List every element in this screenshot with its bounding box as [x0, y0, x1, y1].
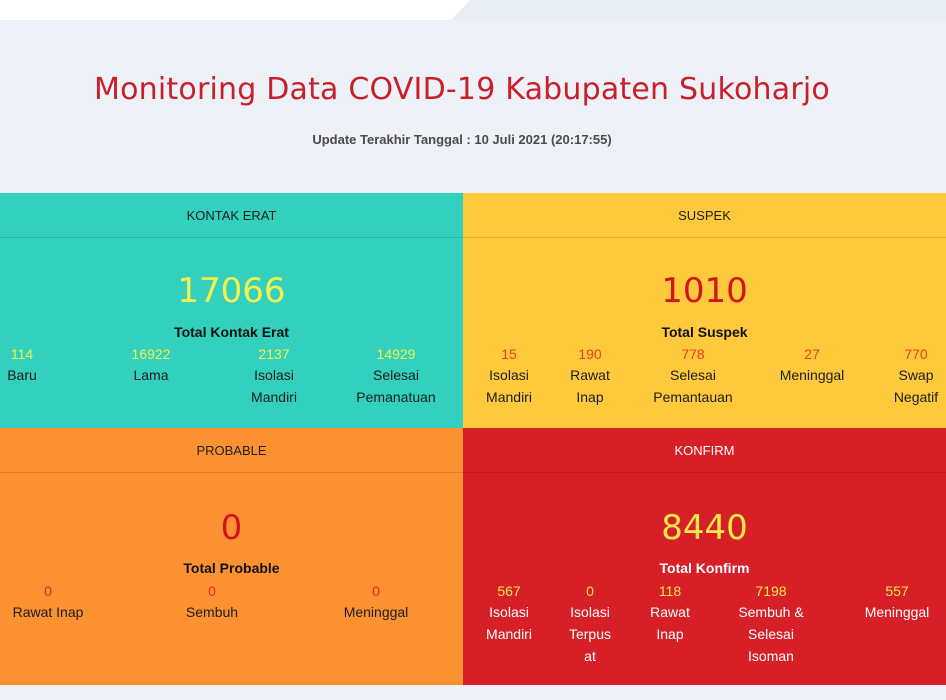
kontak-erat-stat-lama — [120, 344, 182, 386]
probable-total-label: Total Probable — [183, 560, 280, 576]
suspek-panel — [463, 193, 946, 428]
suspek-stat-swap-negatif — [886, 344, 946, 408]
kontak-erat-total-value: 17066 — [177, 271, 286, 311]
konfirm-stat-isolasi-mandiri — [477, 581, 541, 645]
page-title: Monitoring Data COVID-19 Kabupaten Sukoharjo — [94, 72, 830, 107]
stat-value: 14929 — [376, 346, 416, 362]
konfirm-stat-sembuh-selesai-isoman — [729, 581, 813, 667]
stat-value: 2137 — [258, 346, 290, 362]
stat-label: Meninggal — [343, 604, 409, 620]
stat-label: Rawat Inap — [12, 604, 84, 620]
stat-value: 770 — [904, 346, 928, 362]
stat-label: Rawat Inap — [570, 367, 610, 405]
stat-label: Isolasi Mandiri — [251, 367, 297, 405]
stat-value: 567 — [497, 583, 521, 599]
stat-label: Baru — [7, 367, 37, 383]
kontak-erat-stat-baru — [0, 344, 44, 386]
suspek-heading: SUSPEK — [463, 193, 946, 238]
stat-label: Sembuh — [185, 604, 239, 620]
konfirm-total-label: Total Konfirm — [659, 560, 750, 576]
stat-label: Lama — [133, 367, 169, 383]
konfirm-stat-isolasi-terpusat — [561, 581, 619, 667]
kontak-erat-stat-selesai-pemantauan — [348, 344, 444, 408]
kontak-erat-heading: KONTAK ERAT — [0, 193, 463, 238]
suspek-stat-rawat-inap — [561, 344, 619, 408]
suspek-total-value: 1010 — [661, 271, 748, 311]
stat-value: 27 — [804, 346, 820, 362]
bottom-strip — [0, 685, 946, 700]
stat-value: 7198 — [755, 583, 787, 599]
stat-value: 557 — [885, 583, 909, 599]
probable-total-value: 0 — [220, 508, 243, 548]
konfirm-total-value: 8440 — [661, 508, 748, 548]
stat-value: 114 — [10, 346, 34, 362]
stat-label: Sembuh & Selesai Isoman — [738, 604, 804, 664]
probable-heading: PROBABLE — [0, 428, 463, 473]
stat-label: Isolasi Mandiri — [486, 367, 532, 405]
suspek-stat-selesai-pemantauan — [645, 344, 741, 408]
stat-value: 0 — [44, 583, 52, 599]
stat-label: Isolasi Mandiri — [486, 604, 532, 642]
last-update-text: Update Terakhir Tanggal : 10 Juli 2021 (20:17:55) — [312, 132, 612, 147]
suspek-stat-meninggal — [770, 344, 854, 386]
page-header — [0, 20, 946, 193]
konfirm-panel — [463, 428, 946, 685]
probable-panel — [0, 428, 463, 685]
stat-value: 16922 — [131, 346, 171, 362]
top-tab — [0, 0, 470, 20]
kontak-erat-panel — [0, 193, 463, 428]
probable-stat-meninggal — [334, 581, 418, 623]
stat-label: Selesai Pemanatuan — [356, 367, 436, 405]
stat-label: Isolasi Terpus at — [568, 604, 612, 664]
konfirm-stat-meninggal — [855, 581, 939, 623]
stat-value: 190 — [578, 346, 602, 362]
stat-value: 778 — [681, 346, 705, 362]
stat-value: 0 — [372, 583, 380, 599]
suspek-total-label: Total Suspek — [661, 324, 748, 340]
konfirm-stat-rawat-inap — [641, 581, 699, 645]
top-bar — [0, 0, 946, 20]
stat-value: 0 — [208, 583, 216, 599]
probable-stat-rawat-inap — [4, 581, 92, 623]
kontak-erat-stat-isolasi-mandiri — [239, 344, 309, 408]
suspek-stat-isolasi-mandiri — [477, 344, 541, 408]
probable-stat-sembuh — [170, 581, 254, 623]
stat-value: 0 — [586, 583, 594, 599]
stat-label: Meninggal — [779, 367, 845, 383]
stat-label: Swap Negatif — [893, 367, 939, 405]
stat-value: 15 — [501, 346, 517, 362]
stat-value: 118 — [658, 583, 682, 599]
stat-label: Rawat Inap — [650, 604, 690, 642]
stat-label: Meninggal — [864, 604, 930, 620]
kontak-erat-total-label: Total Kontak Erat — [174, 324, 289, 340]
stat-label: Selesai Pemantauan — [653, 367, 733, 405]
konfirm-heading: KONFIRM — [463, 428, 946, 473]
